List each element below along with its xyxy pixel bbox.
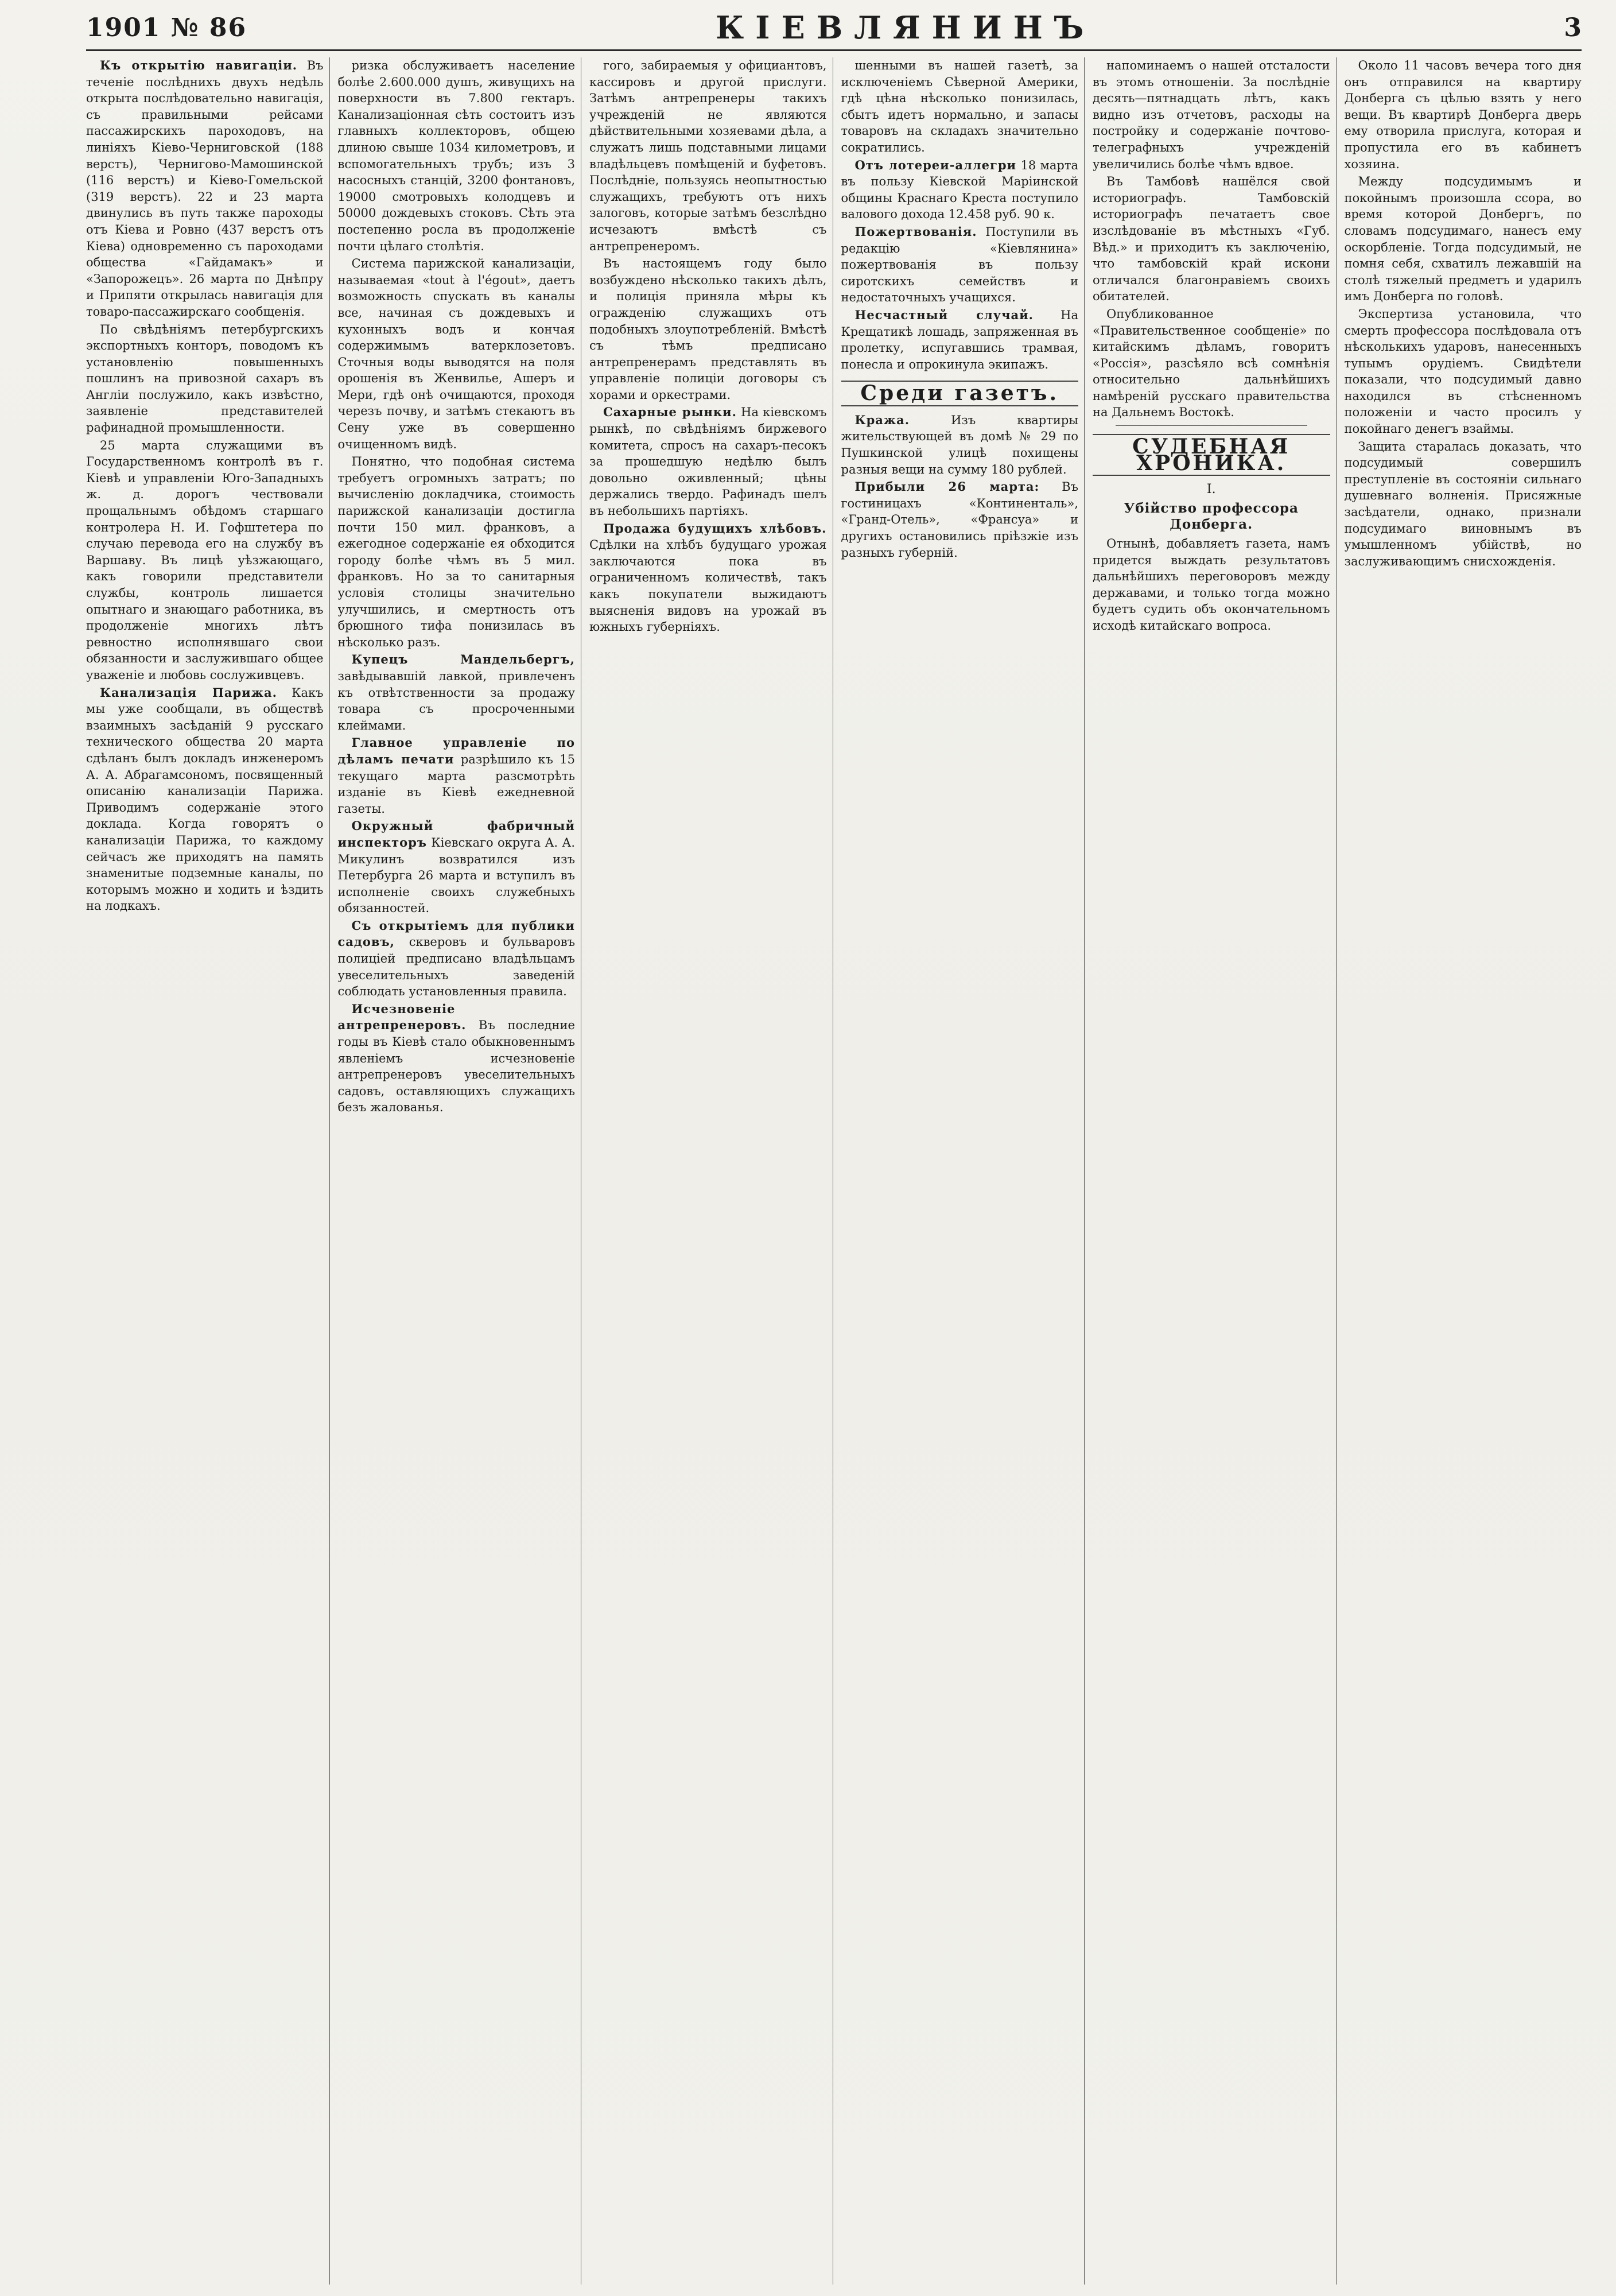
news-text: Въ Тамбовѣ нашёлся свой историографъ. Тамбовскій историографъ печатаетъ свое изслѣдованіе въ мѣстныхъ «Губ. Вѣд.» и приходитъ къ заключенію, что тамбовскій край искони отличался благонравіемъ своихъ обитателей.: [1093, 174, 1330, 304]
news-text: Между подсудимымъ и покойнымъ произошла ссора, во время которой Донбергъ, по словамъ подсудимаго, нанесъ ему оскорбленіе. Тогда подсудимый, не помня себя, схватилъ лежавшій на столѣ тяжелый предметъ и ударилъ имъ Донберга по головѣ.: [1344, 174, 1582, 304]
news-rubric: Окружный фабричный инспекторъ: [337, 819, 575, 850]
news-paragraph: [338, 255, 576, 452]
court-article-number: I.: [1206, 482, 1216, 497]
masthead: [86, 6, 1582, 51]
news-rubric: Къ открытію навигаціи.: [100, 58, 298, 72]
news-text: 25 марта служащими въ Государственномъ контролѣ въ г. Кіевѣ и управленіи Юго-Западныхъ ж. д. дорогъ чествовали прощальнымъ обѣдомъ старшаго контролера Н. И. Гофштетера по случаю перевода его на службу въ Варшаву. Въ лицѣ уѣзжающаго, какъ говорили представители службы, контроль лишается опытнаго и знающаго работника, въ продолженіе многихъ лѣтъ ревностно исполнявшаго свои обязанности и заслужившаго общее уваженіе и любовь сослуживцевъ.: [86, 438, 324, 682]
news-text: Защита старалась доказать, что подсудимый совершилъ преступленіе въ состояніи сильнаго душевнаго волненія. Присяжные засѣдатели, однако, признали подсудимаго виновнымъ въ умышленномъ убійствѣ, но заслуживающимъ снисхожденія.: [1344, 439, 1582, 568]
news-text: завѣдывавшій лавкой, привлеченъ къ отвѣтственности за продажу товара съ просроченными клеймами.: [337, 669, 575, 732]
text-columns: [86, 57, 1582, 2285]
column-2: [338, 57, 582, 2285]
news-text: гого, забираемыя у официантовъ, кассировъ и другой прислуги. Затѣмъ антрепренеры такихъ учрежденій не являются дѣйствительными хозяевами дѣла, а служатъ лишь подставными лицами владѣльцевъ помѣщеній и буфетовъ. Послѣдніе, пользуясь неопытностью служащихъ, требуютъ отъ нихъ залоговъ, которые затѣмъ безслѣдно исчезаютъ вмѣстѣ съ антрепренеромъ.: [589, 59, 827, 253]
news-paragraph: [841, 224, 1079, 306]
news-text: На кіевскомъ рынкѣ, по свѣдѣніямъ биржевого комитета, спросъ на сахаръ-песокъ за прошедшую недѣлю былъ довольно оживленный; цѣны держались твердо. Рафинадъ шелъ въ небольшихъ партіяхъ.: [589, 405, 827, 518]
news-text: Опубликованное «Правительственное сообщеніе» по китайскимъ дѣламъ, говоритъ «Россія», разсѣяло всѣ сомнѣнія относительно дальнѣйшихъ намѣреній русскаго правительства на Дальнемъ Востокѣ.: [1093, 307, 1330, 420]
news-rubric: Прибыли 26 марта:: [854, 479, 1040, 494]
news-paragraph: [338, 918, 576, 1000]
news-text: напоминаемъ о нашей отсталости въ этомъ отношеніи. За послѣдніе десять—пятнадцать лѣтъ, какъ видно изъ отчетовъ, расходы на постройку и содержаніе почтово-телеграфныхъ учрежденій увеличились болѣе чѣмъ вдвое.: [1093, 59, 1330, 171]
column-3: [589, 57, 833, 2285]
issue-number: 1901 № 86: [86, 13, 247, 42]
news-rubric: Канализація Парижа.: [100, 685, 277, 700]
news-paragraph: [1093, 173, 1330, 305]
news-paragraph: [841, 412, 1079, 478]
news-paragraph: [338, 453, 576, 650]
news-paragraph: [841, 307, 1079, 373]
section-divider: [1116, 425, 1307, 426]
column-6: [1345, 57, 1582, 2285]
news-rubric: Исчезновеніе антрепренеровъ.: [337, 1001, 467, 1033]
column-5: [1093, 57, 1337, 2285]
column-4: [841, 57, 1085, 2285]
news-text: Изъ квартиры жительствующей въ домѣ № 29 по Пушкинской улицѣ похищены разныя вещи на сумму 180 рублей.: [841, 413, 1078, 476]
news-text: Въ последние годы въ Кіевѣ стало обыкновеннымъ явленіемъ исчезновеніе антрепренеровъ увеселительныхъ садовъ, оставляющихъ служащихъ безъ жалованья.: [337, 1018, 575, 1115]
news-paragraph: [841, 157, 1079, 223]
news-paragraph: [86, 321, 324, 436]
news-paragraph: [589, 255, 827, 403]
news-text: 18 марта въ пользу Кіевской Маріинской общины Краснаго Креста поступило валового дохода 12.458 руб. 90 к.: [841, 158, 1078, 222]
news-paragraph: [1093, 306, 1330, 421]
news-paragraph: [589, 57, 827, 254]
section-heading-press-review: Среди газетъ.: [841, 381, 1079, 406]
news-rubric: Продажа будущихъ хлѣбовъ.: [603, 521, 827, 536]
news-text: Поступили въ редакцію «Кіевлянина» пожертвованія въ пользу сиротскихъ семействъ и недостаточныхъ учащихся.: [841, 224, 1078, 305]
news-rubric: Отъ лотереи-аллегри: [854, 157, 1017, 172]
news-paragraph: [589, 521, 827, 635]
news-paragraph: [338, 651, 576, 734]
news-paragraph: [841, 479, 1079, 561]
news-text: ризка обслуживаетъ население болѣе 2.600.000 душъ, живущихъ на поверхности въ 7.800 гектаръ. Канализаціонная сѣть состоитъ изъ главныхъ коллекторовъ, общею длиною свыше 1034 километровъ, и вспомогательныхъ трубъ; изъ 3 насосныхъ станцій, 3200 фонтановъ, 19000 смотровыхъ колодцевъ и 50000 дождевыхъ стоковъ. Сѣть эта постепенно росла въ продолженіе почти цѣлаго столѣтія.: [337, 59, 575, 253]
news-paragraph: [338, 1001, 576, 1116]
news-rubric: Купецъ Мандельбергъ,: [351, 652, 575, 667]
court-article-title: Убійство профессора Донберга.: [1124, 500, 1299, 533]
column-1: [86, 57, 330, 2285]
news-rubric: Сахарные рынки.: [603, 405, 737, 420]
news-text: Какъ мы уже сообщали, въ обществѣ взаимныхъ засѣданій 9 русскаго технического общества 20 марта сдѣланъ былъ докладъ инженеромъ А. А. Абрагамсономъ, посвященный описанію канализаціи Парижа. Приводимъ содержаніе этого доклада. Когда говорятъ о канализаціи Парижа, то каждому сейчасъ же приходятъ на память знаменитые подземные каналы, по которымъ можно и ходить и ѣздить на лодкахъ.: [86, 685, 324, 913]
news-text: Отнынѣ, добавляетъ газета, намъ придется выждать результатовъ дальнѣйшихъ переговоровъ между державами, и только тогда можно будетъ судить объ окончательномъ исходѣ китайскаго вопроса.: [1093, 537, 1330, 633]
news-text: Сдѣлки на хлѣбъ будущаго урожая заключаются пока въ ограниченномъ количествѣ, такъ какъ покупатели выжидаютъ выясненія видовъ на урожай въ южныхъ губерніяхъ.: [589, 538, 827, 634]
news-paragraph: [1093, 57, 1330, 172]
news-text: По свѣдѣніямъ петербургскихъ экспортныхъ конторъ, поводомъ къ установленію повышенныхъ пошлинъ на привозной сахаръ въ Англіи послужило, какъ извѣстно, заявленіе представителей рафинадной промышленности.: [86, 322, 324, 435]
news-rubric: Главное управленіе по дѣламъ печати: [337, 735, 575, 766]
news-text: разрѣшило къ 15 текущаго марта разсмотрѣть изданіе въ Кіевѣ ежедневной газеты.: [337, 752, 575, 816]
news-text: Въ теченіе послѣднихъ двухъ недѣль открыта послѣдовательно навигація, съ правильными рейсами пассажирскихъ пароходовъ, на линіяхъ Кіево-Черниговской (188 верстъ), Чернигово-Мамошинской (116 верстъ) и Кіево-Гомельской (319 верстъ). 22 и 23 марта двинулись въ путь также пароходы отъ Кіева и Ровно (437 верстъ отъ Кіева) одновременно съ пароходами общества «Гайдамакъ» и «Запорожецъ». 26 марта по Днѣпру и Припяти открылась навигація для товаро-пассажирскаго сообщенія.: [86, 59, 324, 319]
news-paragraph: [86, 685, 324, 914]
news-rubric: Съ открытіемъ для публики садовъ,: [337, 918, 575, 949]
news-text: На Крещатикѣ лошадь, запряженная въ пролетку, испугавшись трамвая, понесла и опрокинула экипажъ.: [841, 308, 1078, 371]
news-paragraph: [86, 437, 324, 684]
news-paragraph: [841, 57, 1079, 156]
news-paragraph: [1345, 57, 1582, 172]
page-number: 3: [1564, 13, 1582, 42]
news-text: Около 11 часовъ вечера того дня онъ отправился на квартиру Донберга съ цѣлью взять у него вещи. Въ квартирѣ Донберга дверь ему отворила прислуга, которая и пропустила его въ кабинетъ хозяина.: [1344, 59, 1582, 171]
news-paragraph: [1345, 439, 1582, 570]
news-text: Экспертиза установила, что смерть профессора послѣдовала отъ нѣсколькихъ ударовъ, нанесенныхъ тупымъ орудіемъ. Свидѣтели показали, что подсудимый давно находился въ стѣсненномъ положеніи и часто просилъ у покойнаго денегъ взаймы.: [1344, 307, 1582, 436]
news-paragraph: [589, 404, 827, 519]
news-paragraph: [1345, 173, 1582, 305]
news-paragraph: [1093, 536, 1330, 634]
news-paragraph: [86, 57, 324, 320]
news-text: Въ настоящемъ году было возбуждено нѣсколько такихъ дѣлъ, и полиція приняла мѣры къ огражденію служащихъ отъ подобныхъ злоупотребленій. Вмѣстѣ съ тѣмъ предписано антрепренерамъ представлять въ управленіе полиціи договоры съ хорами и оркестрами.: [589, 257, 827, 402]
news-rubric: Несчастный случай.: [854, 307, 1034, 322]
news-text: Кіевскаго округа А. А. Микулинъ возвратился изъ Петербурга 26 марта и вступилъ въ исполненіе своихъ служебныхъ обязанностей.: [337, 835, 575, 916]
news-text: скверовъ и бульваровъ полиціей предписано владѣльцамъ увеселительныхъ заведеній соблюдать установленныя правила.: [337, 935, 575, 999]
news-text: Понятно, что подобная система требуетъ огромныхъ затратъ; по вычисленію докладчика, стоимость парижской канализаціи достигла почти 150 мил. франковъ, а ежегодное содержаніе ея обходится городу болѣе чѣмъ въ 5 мил. франковъ. Но за то санитарныя условія столицы значительно улучшились, и смертность отъ брюшного тифа понизилась въ нѣсколько разъ.: [337, 455, 575, 649]
news-rubric: Кража.: [854, 412, 910, 427]
news-text: Система парижской канализаціи, называемая «tout à l'égout», даетъ возможность спускать въ каналы все, начиная съ дождевыхъ и кухонныхъ водъ и кончая содержимымъ ватерклозетовъ. Сточныя воды выводятся на поля орошенія въ Женвилье, Ашеръ и Мери, гдѣ онѣ очищаются, проходя черезъ почву, и затѣмъ стекаютъ въ Сену уже въ совершенно очищенномъ видѣ.: [337, 257, 575, 451]
news-text: Въ гостиницахъ «Континенталь», «Гранд-Отель», «Франсуа» и другихъ остановились пріѣзжіе изъ разныхъ губерній.: [841, 480, 1078, 560]
news-paragraph: [338, 57, 576, 254]
news-paragraph: [338, 735, 576, 817]
news-paragraph: [338, 818, 576, 917]
news-paragraph: [1345, 306, 1582, 437]
newspaper-title: КІЕВЛЯНИНЪ: [716, 9, 1096, 46]
news-text: шенными въ нашей газетѣ, за исключеніемъ Сѣверной Америки, гдѣ цѣна нѣсколько понизилась, сбытъ идетъ нормально, и запасы товаровъ на складахъ значительно сократились.: [841, 59, 1078, 154]
section-heading-court-chronicle: СУДЕБНАЯ ХРОНИКА.: [1093, 434, 1330, 476]
news-rubric: Пожертвованія.: [854, 224, 977, 239]
